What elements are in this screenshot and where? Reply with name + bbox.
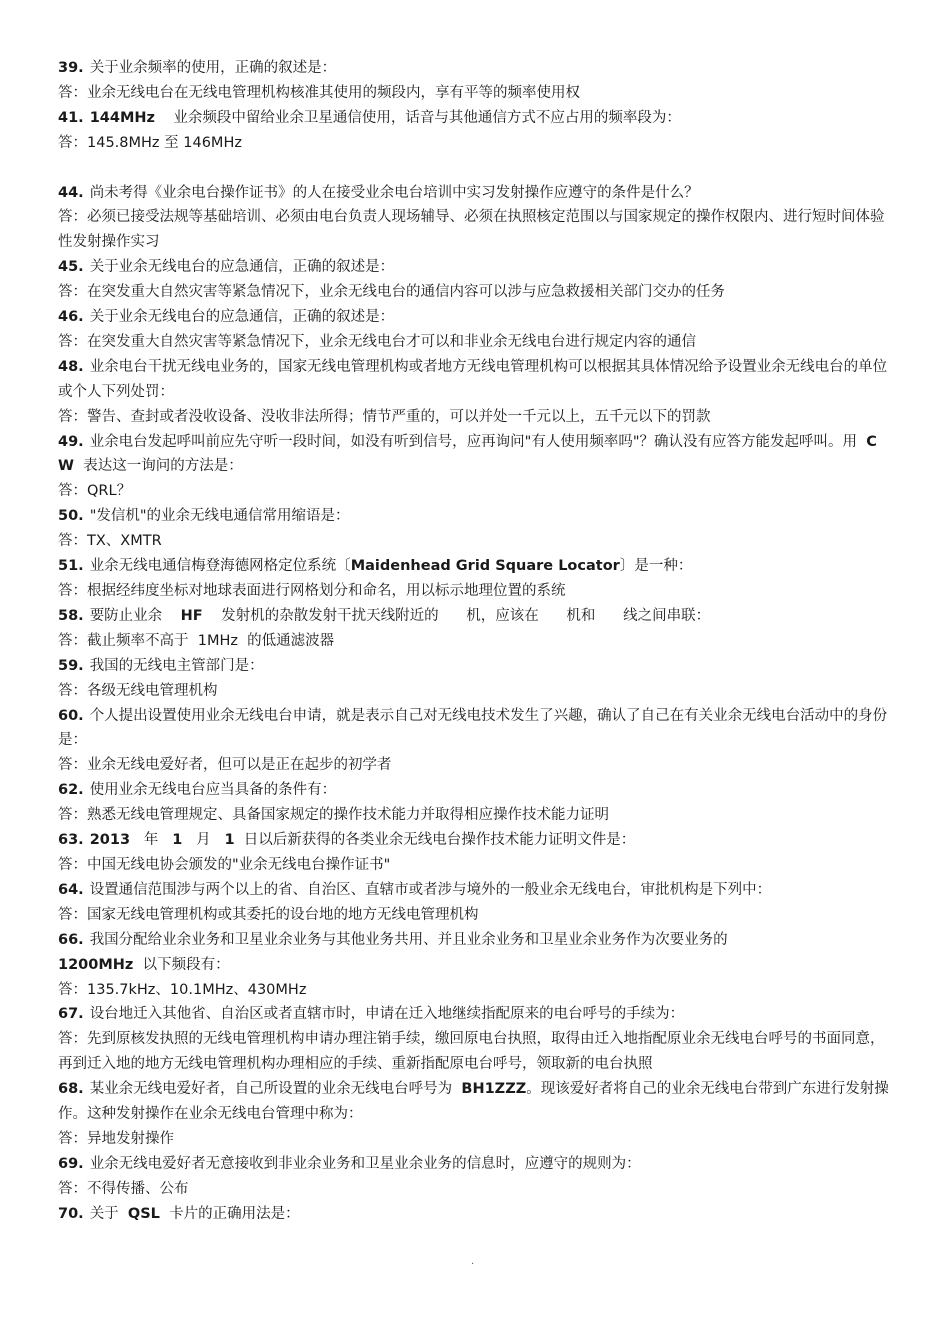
question-51: 51. 业余无线电通信梅登海德网格定位系统〔Maidenhead Grid Square Locator〕是一种： xyxy=(58,558,693,575)
answer-64: 答：国家无线电管理机构或其委托的设台地的地方无线电管理机构 xyxy=(58,906,479,923)
answer-39: 答：业余无线电台在无线电管理机构核准其使用的频段内，享有平等的频率使用权 xyxy=(58,84,580,101)
question-46: 46. 关于业余无线电台的应急通信，正确的叙述是： xyxy=(58,309,395,326)
question-44: 44. 尚未考得《业余电台操作证书》的人在接受业余电台培训中实习发射操作应遵守的条件是什么？ xyxy=(58,184,699,201)
question-39: 39. 关于业余频率的使用，正确的叙述是： xyxy=(58,60,337,76)
answer-68: 答：异地发射操作 xyxy=(58,1130,174,1147)
question-58: 58. 要防止业余 HF 发射机的杂散发射干扰天线附近的 机，应该在 机和 线之间串联： xyxy=(58,607,711,624)
question-68: 68. 某业余无线电爱好者，自己所设置的业余无线电台呼号为 BH1ZZZ。现该爱好者将自己的业余无线电台带到广东进行发射操作。这种发射操作在业余无线电台管理中称为： xyxy=(58,1081,889,1123)
answer-46: 答：在突发重大自然灾害等紧急情况下，业余无线电台才可以和非业余无线电台进行规定内容的通信 xyxy=(58,333,696,350)
page-footer-mark: . xyxy=(471,1256,475,1267)
answer-41: 答：145.8MHz 至 146MHz xyxy=(58,134,242,151)
question-45: 45. 关于业余无线电台的应急通信，正确的叙述是： xyxy=(58,259,395,276)
question-70: 70. 关于 QSL 卡片的正确用法是： xyxy=(58,1205,300,1222)
answer-60: 答：业余无线电爱好者，但可以是正在起步的初学者 xyxy=(58,757,392,774)
question-48: 48. 业余电台干扰无线电业务的，国家无线电管理机构或者地方无线电管理机构可以根据其具体情况给予设置业余无线电台的单位或个人下列处罚： xyxy=(58,358,888,400)
document-body xyxy=(58,56,898,1227)
answer-63: 答：中国无线电协会颁发的"业余无线电台操作证书" xyxy=(58,856,391,873)
answer-48: 答：警告、查封或者没收设备、没收非法所得；情节严重的，可以并处一千元以上，五千元以下的罚款 xyxy=(58,408,711,425)
blank-line xyxy=(58,156,898,181)
question-59: 59. 我国的无线电主管部门是： xyxy=(58,657,264,674)
question-69: 69. 业余无线电爱好者无意接收到非业余业务和卫星业余业务的信息时，应遵守的规则为： xyxy=(58,1155,641,1172)
answer-67: 答：先到原核发执照的无线电管理机构申请办理注销手续，缴回原电台执照，取得由迁入地指配原业余无线电台呼号的书面同意，再到迁入地的地方无线电管理机构办理相应的手续、重新指配原电台呼号，领取新的电台执照 xyxy=(58,1031,885,1073)
question-41: 41. 144MHz 业余频段中留给业余卫星通信使用，话音与其他通信方式不应占用的频率段为： xyxy=(58,109,681,126)
question-63: 63. 2013 年 1 月 1 日以后新获得的各类业余无线电台操作技术能力证明文件是： xyxy=(58,832,636,849)
answer-66: 答：135.7kHz、10.1MHz、430MHz xyxy=(58,981,307,998)
answer-62: 答：熟悉无线电管理规定、具备国家规定的操作技术能力并取得相应操作技术能力证明 xyxy=(58,807,609,824)
question-66: 66. 我国分配给业余业务和卫星业余业务与其他业务共用、并且业余业务和卫星业余业务作为次要业务的 1200MHz 以下频段有： xyxy=(58,931,728,973)
answer-44: 答：必须已接受法规等基础培训、必须由电台负责人现场辅导、必须在执照核定范围以与国家规定的操作权限内、进行短时间体验性发射操作实习 xyxy=(58,209,885,251)
answer-59: 答：各级无线电管理机构 xyxy=(58,682,218,699)
answer-51: 答：根据经纬度坐标对地球表面进行网格划分和命名，用以标示地理位置的系统 xyxy=(58,583,566,600)
question-67: 67. 设台地迁入其他省、自治区或者直辖市时，申请在迁入地继续指配原来的电台呼号的手续为： xyxy=(58,1006,685,1023)
question-50: 50. "发信机"的业余无线电通信常用缩语是： xyxy=(58,508,350,525)
answer-50: 答：TX、XMTR xyxy=(58,533,162,550)
question-62: 62. 使用业余无线电台应当具备的条件有： xyxy=(58,782,337,799)
answer-69: 答：不得传播、公布 xyxy=(58,1180,189,1197)
answer-45: 答：在突发重大自然灾害等紧急情况下，业余无线电台的通信内容可以涉与应急救援相关部门交办的任务 xyxy=(58,284,725,301)
question-60: 60. 个人提出设置使用业余无线电台申请，就是表示自己对无线电技术发生了兴趣，确认了自己在有关业余无线电台活动中的身份是： xyxy=(58,707,888,749)
answer-58: 答：截止频率不高于 1MHz 的低通滤波器 xyxy=(58,632,335,649)
answer-49: 答：QRL？ xyxy=(58,483,132,500)
question-49: 49. 业余电台发起呼叫前应先守听一段时间，如没有听到信号，应再询问"有人使用频率吗"？确认没有应答方能发起呼叫。用 CW 表达这一询问的方法是： xyxy=(58,433,877,475)
question-64: 64. 设置通信范围涉与两个以上的省、自治区、直辖市或者涉与境外的一般业余无线电台，审批机构是下列中： xyxy=(58,881,772,898)
